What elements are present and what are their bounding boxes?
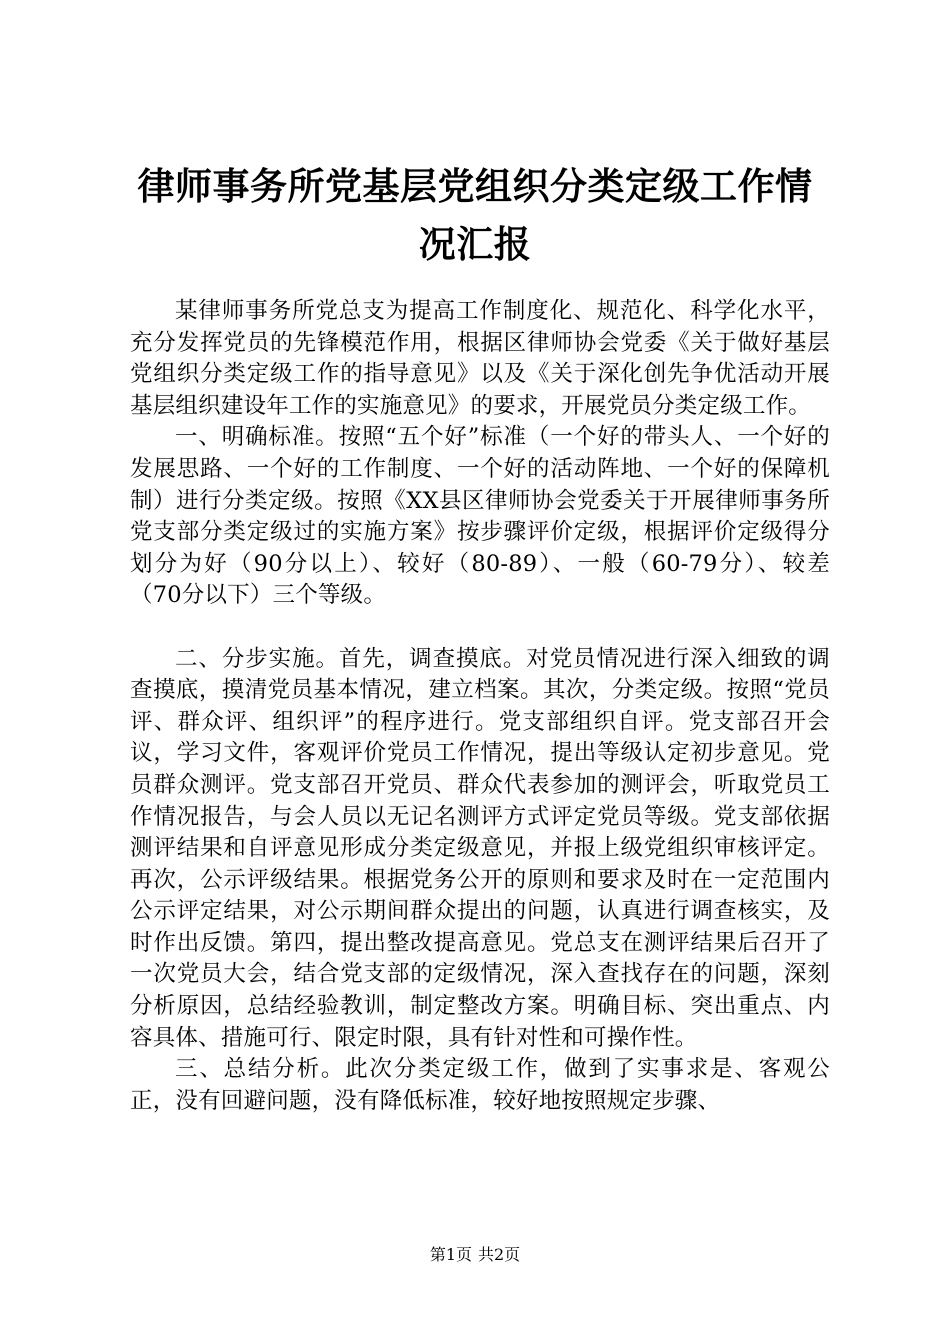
document-body bbox=[130, 296, 830, 1117]
paragraph-section-3: 三、总结分析。此次分类定级工作，做到了实事求是、客观公正，没有回避问题，没有降低标准，较好地按照规定步骤、 bbox=[130, 1056, 830, 1114]
paragraph-section-1: 一、明确标准。按照“五个好”标准（一个好的带头人、一个好的发展思路、一个好的工作制度、一个好的活动阵地、一个好的保障机制）进行分类定级。按照《XX县区律师协会党委关于开展律师事务所党支部分类定级过的实施方案》按步骤评价定级，根据评价定级得分划分为好（90分以上）、较好（80-89）、一般（60-79分）、较差（70分以下）三个等级。 bbox=[130, 424, 830, 609]
paragraph-intro: 某律师事务所党总支为提高工作制度化、规范化、科学化水平，充分发挥党员的先锋模范作用，根据区律师协会党委《关于做好基层党组织分类定级工作的指导意见》以及《关于深化创先争优活动开展基层组织建设年工作的实施意见》的要求，开展党员分类定级工作。 bbox=[130, 298, 830, 419]
document-title: 律师事务所党基层党组织分类定级工作情况汇报 bbox=[137, 165, 813, 266]
page-footer bbox=[0, 1243, 950, 1267]
paragraph-section-2: 二、分步实施。首先，调查摸底。对党员情况进行深入细致的调查摸底，摸清党员基本情况，建立档案。其次，分类定级。按照“党员评、群众评、组织评”的程序进行。党支部组织自评。党支部召开会议，学习文件，客观评价党员工作情况，提出等级认定初步意见。党员群众测评。党支部召开党员、群众代表参加的测评会，听取党员工作情况报告，与会人员以无记名测评方式评定党员等级。党支部依据测评结果和自评意见形成分类定级意见，并报上级党组织审核评定。再次，公示评级结果。根据党务公开的原则和要求及时在一定范围内公示评定结果，对公示期间群众提出的问题，认真进行调查核实，及时作出反馈。第四，提出整改提高意见。党总支在测评结果后召开了一次党员大会，结合党支部的定级情况，深入查找存在的问题，深刻分析原因，总结经验教训，制定整改方案。明确目标、突出重点、内容具体、措施可行、限定时限，具有针对性和可操作性。 bbox=[130, 645, 830, 1051]
page-total: 共2页 bbox=[478, 1245, 521, 1264]
page-number: 第1页 bbox=[429, 1245, 472, 1264]
